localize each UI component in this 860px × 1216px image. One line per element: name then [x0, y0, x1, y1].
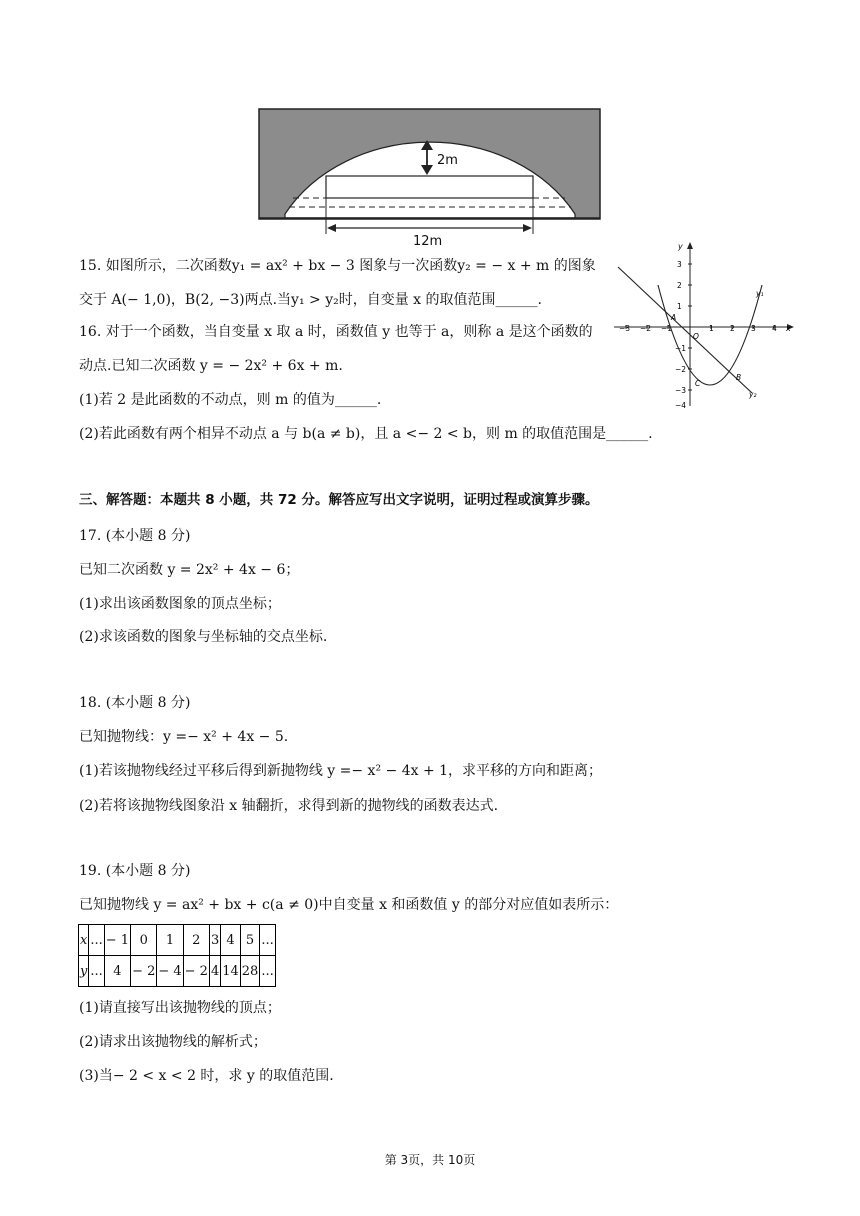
q17-stem: 已知二次函数 y = 2x² + 4x − 6；: [79, 562, 300, 578]
table-cell: 1: [157, 925, 183, 956]
table-cell: 4: [221, 925, 241, 956]
y-tick: 3: [677, 260, 682, 269]
table-row: [79, 925, 276, 956]
table-cell: ...: [89, 925, 104, 956]
table-cell: − 2: [183, 956, 209, 987]
x-tick: 1: [709, 324, 714, 333]
table-cell: − 1: [104, 925, 130, 956]
x-tick: 3: [751, 324, 756, 333]
x-tick: −1: [661, 324, 673, 333]
x-axis-label: x: [786, 324, 791, 333]
q16-part-2: (2)若此函数有两个相异不动点 a 与 b(a ≠ b)，且 a <− 2 < b，则 m 的取值范围是______.: [79, 426, 653, 442]
y-tick: −3: [675, 386, 687, 395]
q19-stem: 已知抛物线 y = ax² + bx + c(a ≠ 0)中自变量 x 和函数值 y 的部分对应值如表所示：: [79, 897, 619, 913]
section-heading: 三、解答题：本题共 8 小题，共 72 分。解答应写出文字说明，证明过程或演算步骤。: [79, 492, 599, 508]
q19-header: 19. (本小题 8 分): [79, 863, 191, 879]
table-cell: 3: [209, 925, 220, 956]
table-cell: ...: [89, 956, 104, 987]
parabola-y1: [658, 285, 762, 385]
bridge-height-label: 2m: [437, 153, 458, 168]
point-label-b: B: [736, 373, 742, 382]
table-cell: 0: [131, 925, 157, 956]
q18-part-1: (1)若该抛物线经过平移后得到新抛物线 y =− x² − 4x + 1，求平移的方向和距离；: [79, 763, 603, 779]
bridge-width-label: 12m: [413, 234, 443, 248]
y-tick: −4: [675, 401, 687, 410]
q17-header: 17. (本小题 8 分): [79, 528, 191, 544]
q17-part-1: (1)求出该函数图象的顶点坐标；: [79, 596, 281, 612]
q15-line-2: 交于 A(− 1,0)，B(2, −3)两点.当y₁ > y₂时，自变量 x 的取值范围______.: [79, 292, 542, 308]
x-tick: 2: [730, 324, 735, 333]
table-cell: − 4: [157, 956, 183, 987]
table-cell: 4: [209, 956, 220, 987]
y-tick: −1: [675, 344, 687, 353]
origin-label: O: [693, 332, 699, 341]
point-label-c: C: [695, 379, 701, 388]
table-cell: y: [79, 956, 89, 987]
table-cell: − 2: [131, 956, 157, 987]
table-cell: ...: [260, 956, 275, 987]
point-label-a: A: [671, 313, 677, 322]
table-cell: 5: [240, 925, 260, 956]
table-cell: 14: [221, 956, 241, 987]
y-axis-label: y: [678, 242, 683, 251]
q17-part-2: (2)求该函数的图象与坐标轴的交点坐标.: [79, 629, 328, 645]
q16-line-2: 动点.已知二次函数 y = − 2x² + 6x + m.: [79, 358, 343, 374]
curve-label-y2: y₂: [749, 390, 757, 399]
x-tick: 4: [772, 324, 777, 333]
y-tick: −2: [675, 365, 687, 374]
q15-line-1: 15. 如图所示，二次函数y₁ = ax² + bx − 3 图象与一次函数y₂ = − x + m 的图象: [79, 258, 596, 274]
values-table: [78, 924, 276, 987]
q18-part-2: (2)若将该抛物线图象沿 x 轴翻折，求得到新的抛物线的函数表达式.: [79, 798, 499, 814]
parabola-line-graph: [612, 240, 802, 410]
q19-part-3: (3)当− 2 < x < 2 时，求 y 的取值范围.: [79, 1068, 334, 1084]
y-tick: 2: [677, 281, 682, 290]
bridge-arch-figure: [255, 106, 605, 248]
x-tick: −3: [619, 324, 631, 333]
curve-label-y1: y₁: [756, 289, 764, 298]
y-tick: 1: [677, 302, 682, 311]
table-cell: 28: [240, 956, 260, 987]
table-cell: ...: [260, 925, 275, 956]
q19-part-2: (2)请求出该抛物线的解析式；: [79, 1034, 267, 1050]
q19-part-1: (1)请直接写出该抛物线的顶点；: [79, 1000, 281, 1016]
q16-part-1: (1)若 2 是此函数的不动点，则 m 的值为______.: [79, 392, 382, 408]
table-row: [79, 956, 276, 987]
table-cell: x: [79, 925, 89, 956]
q16-line-1: 16. 对于一个函数，当自变量 x 取 a 时，函数值 y 也等于 a，则称 a 是这个函数的: [79, 324, 593, 340]
q18-header: 18. (本小题 8 分): [79, 695, 191, 711]
table-cell: 2: [183, 925, 209, 956]
x-tick: −2: [640, 324, 652, 333]
q18-stem: 已知抛物线：y =− x² + 4x − 5.: [79, 729, 289, 745]
table-cell: 4: [104, 956, 130, 987]
page-footer: 第 3页，共 10页: [384, 1153, 476, 1167]
